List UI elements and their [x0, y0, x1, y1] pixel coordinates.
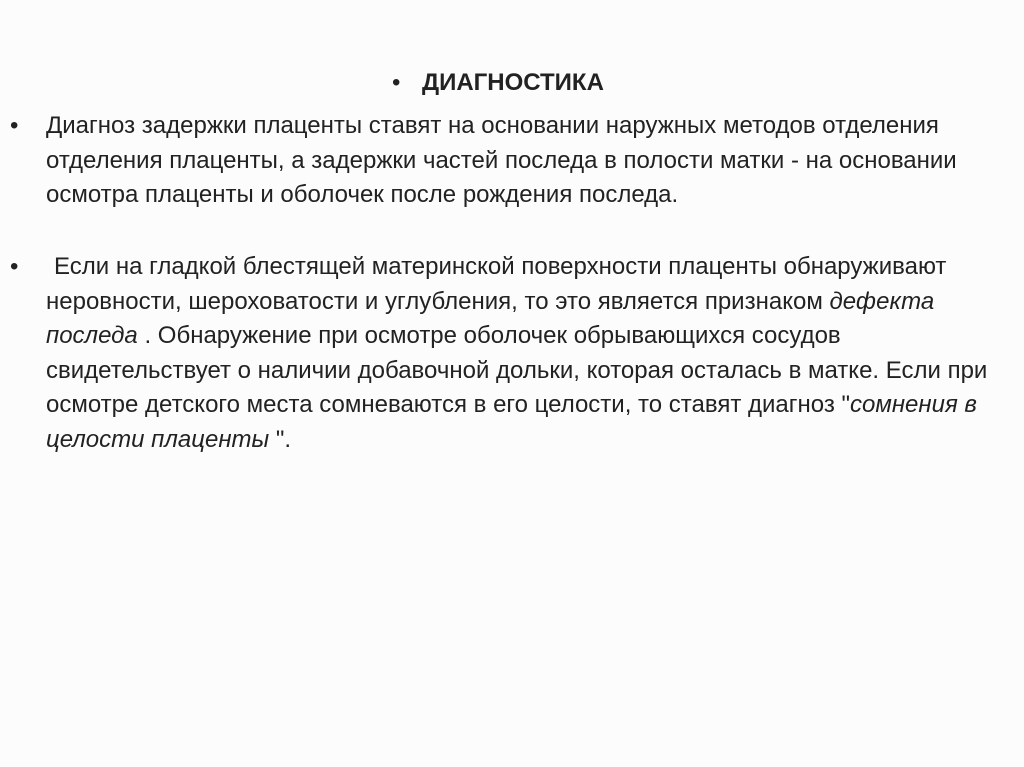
- slide-title: ДИАГНОСТИКА: [422, 69, 604, 96]
- paragraph-diagnosis-text: Диагноз задержки плаценты ставят на основании наружных методов отделения отделения плаценты, а задержки частей последа в полости матки - на основании осмотра плаценты и оболочек после рождения последа.: [46, 112, 957, 208]
- slide-title-row: [392, 66, 604, 100]
- paragraph-defect-text-2: . Обнаружение при осмотре оболочек обрывающихся сосудов свидетельствует о наличии добавочной дольки, которая осталась в матке. Если при осмотре детского места сомневаются в его целости, то ставят диагноз ": [46, 322, 988, 418]
- bullet-marker: •: [10, 253, 19, 280]
- paragraph-defect-text-3: ".: [269, 425, 292, 453]
- paragraph-defect: [10, 250, 1006, 457]
- paragraph-diagnosis: [10, 109, 1006, 213]
- paragraph-defect-text-1: Если на гладкой блестящей материнской поверхности плаценты обнаруживают неровности, шероховатости и углубления, то это является признаком: [46, 253, 947, 315]
- emphasis-placenta-integrity-doubt: сомнения в целости плаценты: [46, 391, 977, 453]
- emphasis-placenta-defect: дефекта последа: [46, 287, 935, 349]
- bullet-marker: •: [392, 69, 401, 96]
- bullet-marker: •: [10, 112, 19, 139]
